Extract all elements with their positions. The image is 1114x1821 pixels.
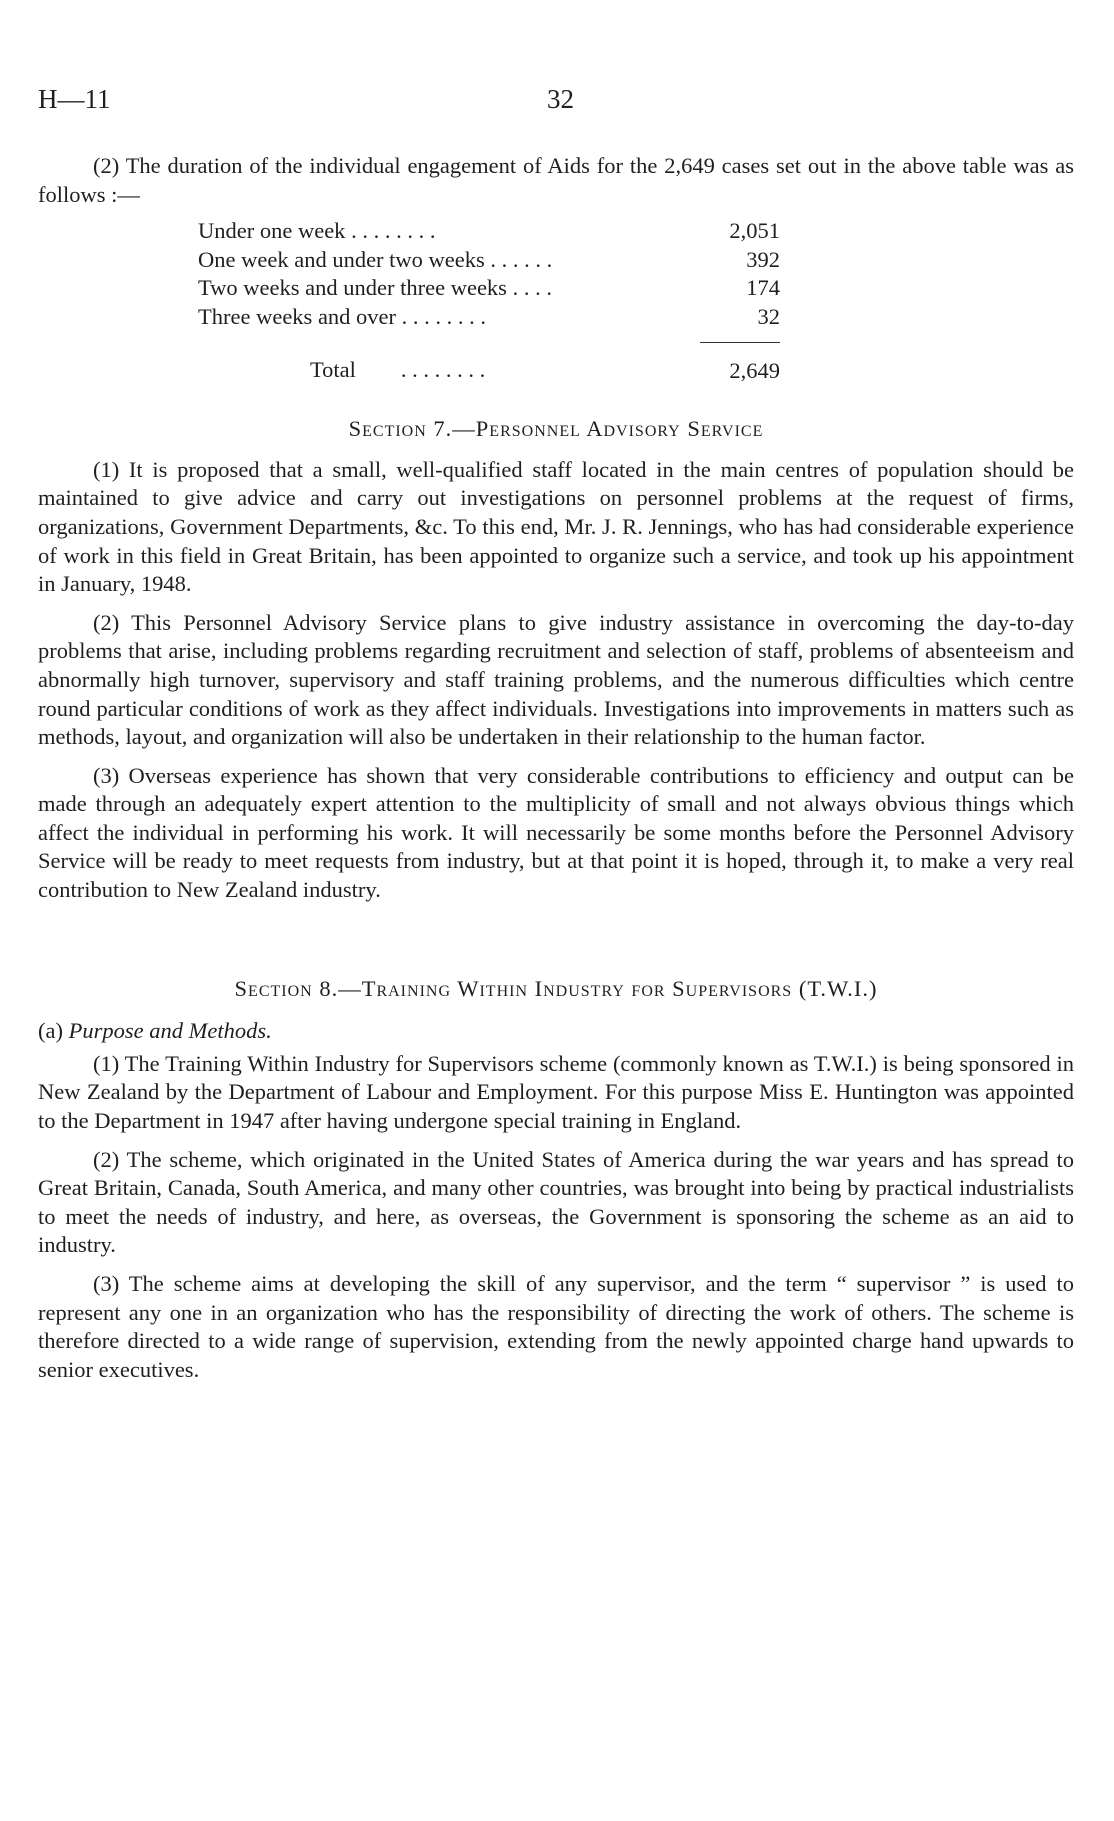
- document-reference: H—11: [38, 84, 111, 114]
- row-label: Two weeks and under three weeks . . . .: [198, 275, 552, 301]
- total-value: 2,649: [729, 357, 780, 383]
- page-number: 32: [547, 84, 574, 114]
- section-8-paragraph-3: (3) The scheme aims at developing the skill of any supervisor, and the term “ supervisor ” is used to represent any one in an organization who has the responsibility of directing the work of others. The scheme is therefore directed to a wide range of supervision, extending from the newly appointed charge hand upwards to senior executives.: [38, 1271, 1074, 1382]
- row-label: Under one week . . . . . . . .: [198, 218, 436, 244]
- row-label: One week and under two weeks . . . . . .: [198, 246, 553, 272]
- section-7-paragraph-2: (2) This Personnel Advisory Service plans to give industry assistance in overcoming the day-to-day problems that arise, including problems regarding recruitment and selection of staff, problems of absenteeism and abnormally high turnover, supervisory and staff training problems, and the numerous difficulties which centre round particular conditions of work as they affect individuals. Investigations into improvements in matters such as methods, layout, and organization will also be undertaken in their relationship to the human factor.: [38, 609, 1074, 750]
- row-label: Three weeks and over . . . . . . . .: [198, 303, 487, 329]
- subheading-label: (a): [38, 1018, 63, 1044]
- row-value: 32: [757, 303, 780, 329]
- total-rule: [198, 332, 780, 343]
- table-row: [198, 274, 780, 303]
- total-row: [198, 342, 780, 385]
- section-7-paragraph-1: (1) It is proposed that a small, well-qualified staff located in the main centres of population should be maintained to give advice and carry out investigations on personnel problems at the request of firms, organizations, Government Departments, &c. To this end, Mr. J. R. Jennings, who has had considerable experience of work in this field in Great Britain, has been appointed to organize such a service, and took up his appointment in January, 1948.: [38, 456, 1074, 597]
- row-value: 392: [746, 246, 780, 272]
- subheading: [38, 1017, 1074, 1046]
- leader-dots: . . . . . . . .: [400, 357, 486, 383]
- leader-dots: . . . . . . . .: [351, 218, 436, 244]
- table-row: [198, 303, 780, 332]
- section-8-heading: Section 8.—Training Within Industry for Supervisors (T.W.I.): [234, 975, 878, 1001]
- section-7-heading: Section 7.—Personnel Advisory Service: [348, 416, 764, 442]
- leader-dots: . . . .: [512, 275, 552, 301]
- duration-table: [198, 217, 780, 385]
- table-row: [198, 217, 780, 246]
- row-value: 174: [746, 275, 780, 301]
- page-body: [38, 152, 1074, 1384]
- total-label: Total . . . . . . . .: [310, 357, 486, 383]
- intro-paragraph: (2) The duration of the individual engagement of Aids for the 2,649 cases set out in the above table was as follows :—: [38, 153, 1074, 207]
- table-row: [198, 246, 780, 275]
- subheading-text: Purpose and Methods.: [68, 1018, 272, 1044]
- leader-dots: . . . . . .: [490, 246, 553, 272]
- page-header: [38, 84, 1076, 114]
- section-8-paragraph-2: (2) The scheme, which originated in the United States of America during the war years and has spread to Great Britain, Canada, South America, and many other countries, was brought into being by practical industrialists to meet the needs of industry, and here, as overseas, the Government is sponsoring the scheme as an aid to industry.: [38, 1146, 1074, 1258]
- leader-dots: . . . . . . . .: [401, 303, 487, 329]
- section-8-paragraph-1: (1) The Training Within Industry for Supervisors scheme (commonly known as T.W.I.) is being sponsored in New Zealand by the Department of Labour and Employment. For this purpose Miss E. Huntington was appointed to the Department in 1947 after having undergone special training in England.: [38, 1050, 1074, 1134]
- section-7-paragraph-3: (3) Overseas experience has shown that very considerable contributions to efficiency and output can be made through an adequately expert attention to the multiplicity of small and not always obvious things which affect the individual in performing his work. It will necessarily be some months before the Personnel Advisory Service will be ready to meet requests from industry, but at that point it is hoped, through it, to make a very real contribution to New Zealand industry.: [38, 762, 1074, 903]
- row-value: 2,051: [729, 218, 780, 244]
